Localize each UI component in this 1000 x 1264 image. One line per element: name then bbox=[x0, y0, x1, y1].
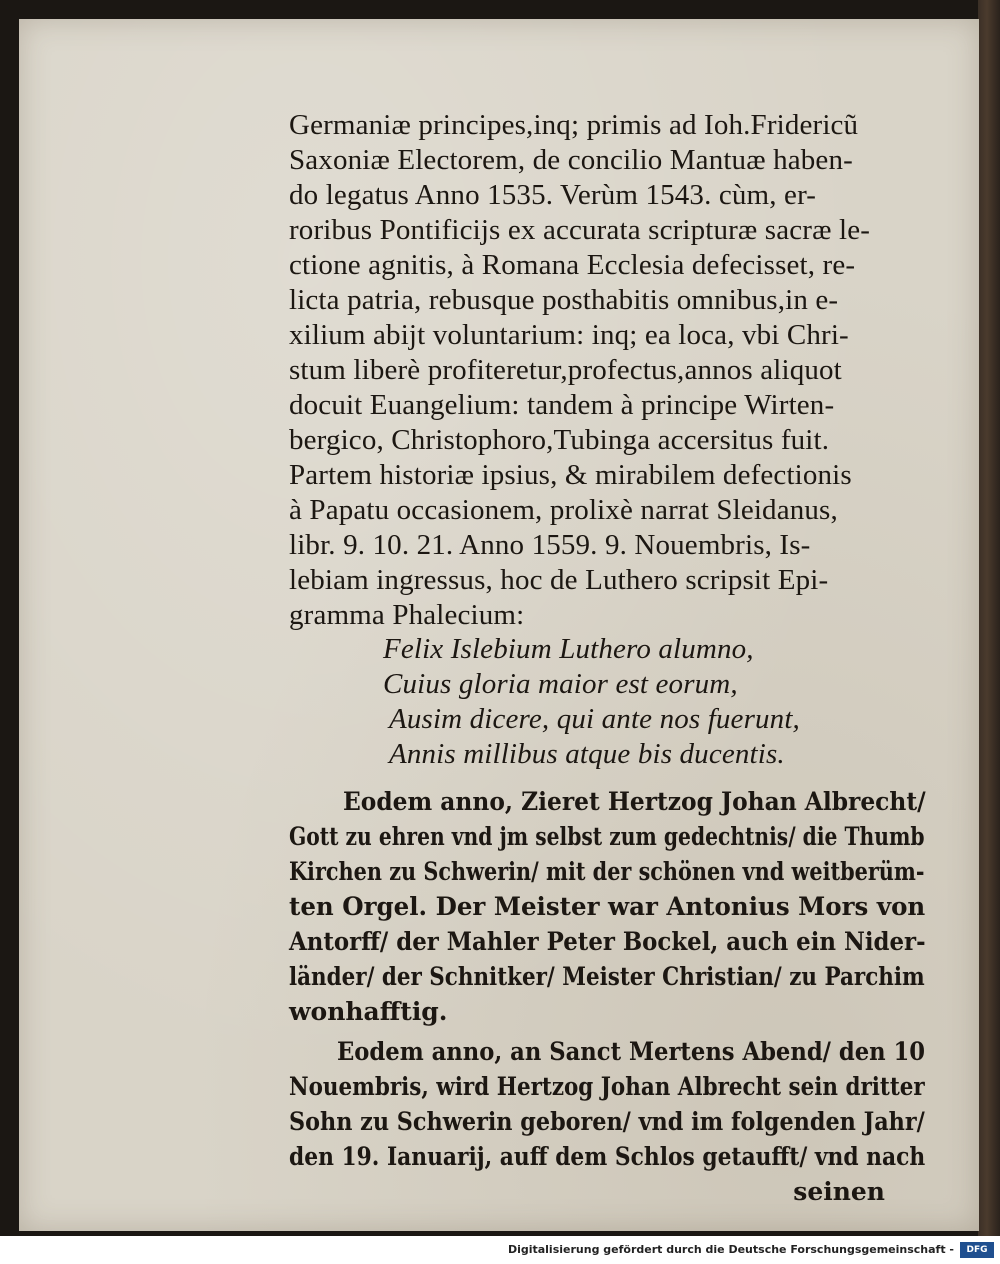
text-line: ctione agnitis, à Romana Ecclesia defecisset, re- bbox=[289, 249, 856, 281]
verse-line: Felix Islebium Luthero alumno, bbox=[383, 633, 754, 665]
text-line: libr. 9. 10. 21. Anno 1559. 9. Nouembris, Is- bbox=[289, 529, 811, 561]
text-line: do legatus Anno 1535. Verùm 1543. cùm, er- bbox=[289, 179, 817, 211]
verse-line: Annis millibus atque bis ducentis. bbox=[389, 738, 785, 770]
text-line: Germaniæ principes,inq; primis ad Ioh.Fridericũ bbox=[289, 109, 859, 141]
text-line: licta patria, rebusque posthabitis omnibus,in e- bbox=[289, 284, 839, 316]
text-line: à Papatu occasionem, prolixè narrat Sleidanus, bbox=[289, 494, 838, 526]
text-line: Partem historiæ ipsius, & mirabilem defectionis bbox=[289, 459, 852, 491]
german-line: wonhafftig. bbox=[289, 997, 448, 1026]
text-line: lebiam ingressus, hoc de Luthero scripsit Epi- bbox=[289, 564, 829, 596]
verse-line: Ausim dicere, qui ante nos fuerunt, bbox=[389, 703, 800, 735]
text-line: stum liberè profiteretur,profectus,annos aliquot bbox=[289, 354, 842, 386]
german-line: länder/ der Schnitker/ Meister Christian/ zu Parchim bbox=[289, 962, 925, 991]
german-line: Antorff/ der Mahler Peter Bockel, auch ein Nider- bbox=[289, 927, 926, 956]
text-line: Saxoniæ Electorem, de concilio Mantuæ haben- bbox=[289, 144, 853, 176]
german-line: Kirchen zu Schwerin/ mit der schönen vnd weitberüm- bbox=[289, 857, 925, 886]
catchword: seinen bbox=[793, 1177, 885, 1206]
german-line: ten Orgel. Der Meister war Antonius Mors von bbox=[289, 892, 926, 921]
german-line: Nouembris, wird Hertzog Johan Albrecht sein dritter bbox=[289, 1072, 925, 1101]
text-line: bergico, Christophoro,Tubinga accersitus fuit. bbox=[289, 424, 830, 456]
german-line: Gott zu ehren vnd jm selbst zum gedechtnis/ die Thumb bbox=[289, 822, 925, 851]
text-line: roribus Pontificijs ex accurata scripturæ sacræ le- bbox=[289, 214, 871, 246]
german-line: Eodem anno, an Sanct Mertens Abend/ den 10 bbox=[337, 1037, 926, 1066]
text-line: xilium abijt voluntarium: inq; ea loca, vbi Chri- bbox=[289, 319, 849, 351]
footer-bar bbox=[0, 1236, 1000, 1264]
dfg-logo-icon: DFG bbox=[960, 1242, 994, 1258]
text-line: gramma Phalecium: bbox=[289, 599, 525, 631]
verse-line: Cuius gloria maior est eorum, bbox=[383, 668, 738, 700]
book-page bbox=[19, 19, 979, 1231]
german-line: Eodem anno, Zieret Hertzog Johan Albrecht/ bbox=[343, 787, 926, 816]
book-edge bbox=[978, 0, 1000, 1236]
german-line: den 19. Ianuarij, auff dem Schlos getaufft/ vnd nach bbox=[289, 1142, 926, 1171]
footer-credit: Digitalisierung gefördert durch die Deutsche Forschungsgemeinschaft - bbox=[507, 1243, 954, 1256]
german-line: Sohn zu Schwerin geboren/ vnd im folgenden Jahr/ bbox=[289, 1107, 925, 1136]
text-line: docuit Euangelium: tandem à principe Wirten- bbox=[289, 389, 835, 421]
